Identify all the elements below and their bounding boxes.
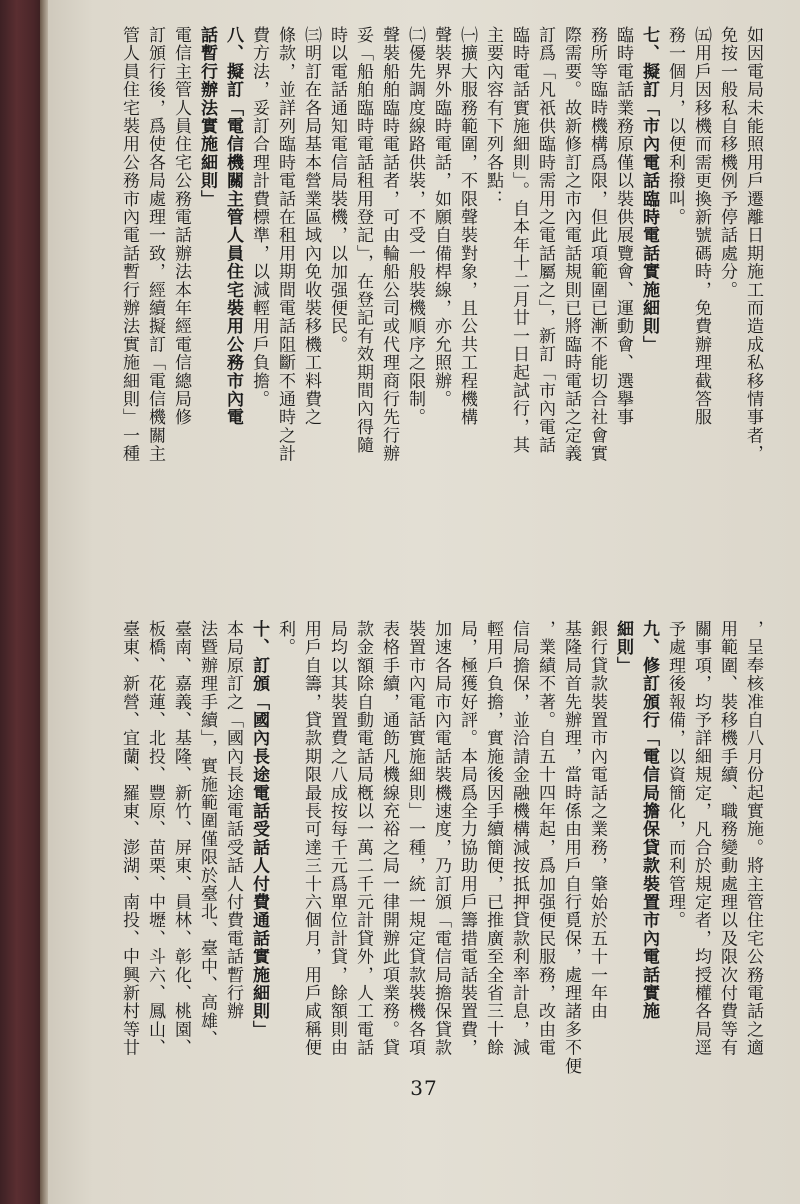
text-line: 際需要。故新修訂之市內電話規則已將臨時電話之定義 — [561, 26, 581, 463]
text-line: 管人員住宅裝用公務市內電話暫行辦法實施細則」一種 — [119, 26, 139, 463]
text-line: 費方法，妥訂合理計費標準，以減輕用戶負擔。 — [249, 26, 269, 409]
text-line: 免按一般私自移機例予停話處分。 — [717, 26, 737, 299]
text-line: 利。 — [275, 620, 295, 657]
text-line: ㈤用戶因移機而需更換新號碼時，免費辦理截答服 — [691, 26, 711, 427]
book-page — [48, 0, 800, 1204]
section-heading: 話暫行辦法實施細則」 — [197, 26, 217, 208]
text-line: 聲裝船舶臨時電話者，可由輪船公司或代理商行先行辦 — [379, 26, 399, 463]
section-heading: 十、訂頒「國內長途電話受話人付費通話實施細則」 — [249, 620, 269, 1039]
text-line: 如因電局未能照用戶遷離日期施工而造成私移情事者， — [743, 26, 763, 463]
text-line: 時以電話通知電信局裝機，以加强便民。 — [327, 26, 347, 354]
text-line: 局，極獲好評。本局爲全力協助用戶籌措電話裝置費， — [457, 620, 477, 1057]
text-line: 基隆局首先辦理，當時係由用戶自行覓保，處理諸多不便 — [561, 620, 581, 1075]
text-line: 務一個月，以便利撥叫。 — [665, 26, 685, 227]
lower-text-block — [116, 620, 766, 1075]
text-line: 訂頒行後，爲使各局處理一致，經續擬訂「電信機關主 — [145, 26, 165, 463]
text-line: 聲裝界外臨時電話，如願自備桿線，亦允照辦。 — [431, 26, 451, 409]
text-line: 臨時電話業務原僅以裝供展覽會、運動會、選擧事 — [613, 26, 633, 427]
page-number: 37 — [410, 1076, 438, 1100]
text-line: ，業績不著。自五十四年起，爲加强便民服務，改由電 — [535, 620, 555, 1057]
text-line: 予處理後報備，以資簡化，而利管理。 — [665, 620, 685, 930]
text-line: 臨時電話實施細則」。自本年十二月廿一日起試行，其 — [509, 26, 529, 455]
text-line: 本局原訂之「國內長途電話受話人付費電話暫行辦 — [223, 620, 243, 1021]
text-line: 妥「船舶臨時電話租用登記」，在登記有效期間內得隨 — [353, 26, 373, 455]
section-heading: 七、擬訂「市內電話臨時電話實施細則」 — [639, 26, 659, 354]
text-line: 表格手續，通飭凡機線充裕之局一律開辦此項業務。貸 — [379, 620, 399, 1057]
text-line: 務所等臨時機構爲限，但此項範圍已漸不能切合社會實 — [587, 26, 607, 463]
text-line: 信局擔保，並洽請金融機構減按抵押貸款利率計息，減 — [509, 620, 529, 1057]
text-line: 主要內容有下列各點： — [483, 26, 503, 208]
section-heading: 九、修訂頒行「電信局擔保貸款裝置市內電話實施 — [639, 620, 659, 1021]
text-line: ㈡優先調度線路供裝，不受一般裝機順序之限制。 — [405, 26, 425, 427]
text-line: 款金額除自動電話局槪以一萬二千元計貸外，人工電話 — [353, 620, 373, 1057]
text-line: ㈠擴大服務範圍，不限聲裝對象，且公共工程機構 — [457, 26, 477, 427]
text-line: 輕用戶負擔，實施後因手續簡便，已推廣至全省三十餘 — [483, 620, 503, 1057]
text-line: 臺東、新營、宜蘭、羅東、澎湖、南投、中興新村等廿 — [119, 620, 139, 1057]
text-line: 關事項，均予詳細規定，凡合於規定者，均授權各局逕 — [691, 620, 711, 1057]
text-line: 裝置市內電話實施細則」一種，統一規定貸款裝機各項 — [405, 620, 425, 1057]
text-line: 法暨辦理手續」，實施範圍僅限於臺北、臺中、高雄、 — [197, 620, 217, 1049]
upper-text-block — [116, 26, 766, 612]
section-heading: 細則」 — [613, 620, 633, 675]
text-line: 用戶自籌，貸款期限最長可達三十六個月，用戶咸稱便 — [301, 620, 321, 1057]
text-line: 訂爲「凡祇供臨時需用之電話屬之」，新訂「市內電話 — [535, 26, 555, 455]
text-line: 臺南、嘉義、基隆、新竹、屏東、員林、彰化、桃園、 — [171, 620, 191, 1057]
text-line: ㈢明訂在各局基本營業區域內免收裝移機工料費之 — [301, 26, 321, 427]
text-line: 局均以其裝置費之八成按每千元爲單位計貸，餘額則由 — [327, 620, 347, 1057]
text-line: 條款，並詳列臨時電話在租用期間電話阻斷不通時之計 — [275, 26, 295, 463]
text-line: 用範圍、裝移機手續、職務變動處理以及限次付費等有 — [717, 620, 737, 1057]
section-heading: 八、擬訂「電信機關主管人員住宅裝用公務市內電 — [223, 26, 243, 427]
text-line: 加速各局市內電話裝機速度，乃訂頒「電信局擔保貸款 — [431, 620, 451, 1057]
text-line: 銀行貸款裝置市內電話之業務，肇始於五十一年由 — [587, 620, 607, 1021]
text-line: 板橋、花蓮、北投、豐原、苗栗、中壢、斗六、鳳山、 — [145, 620, 165, 1057]
text-line: ，呈奉核准自八月份起實施。將主管住宅公務電話之適 — [743, 620, 763, 1057]
text-line: 電信主管人員住宅公務電話辦法本年經電信總局修 — [171, 26, 191, 427]
